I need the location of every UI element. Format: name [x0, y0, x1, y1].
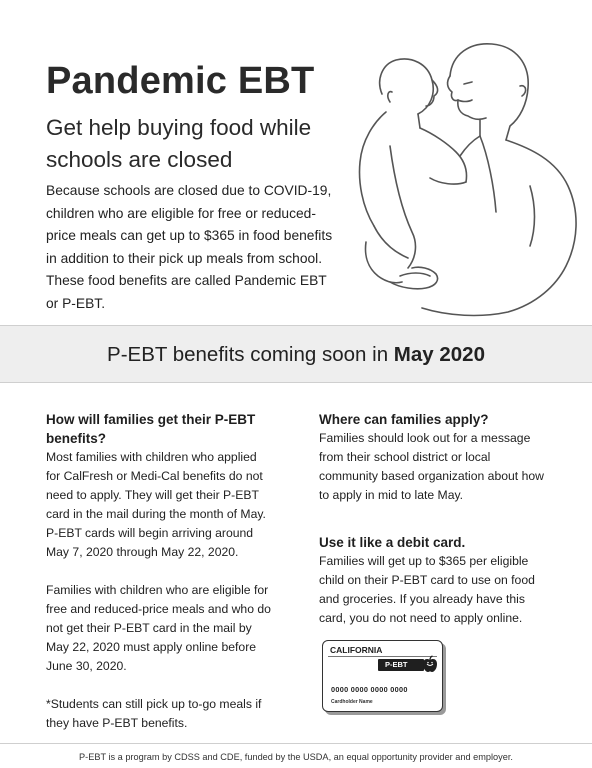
right-column: [319, 410, 544, 628]
page-subtitle: Get help buying food while schools are closed: [46, 115, 312, 172]
to-go-meals-note: *Students can still pick up to-go meals if they have P-EBT benefits.: [46, 697, 262, 730]
apply-online-paragraph: Families with children who are eligible for free and reduced-price meals and who do not get their P-EBT card in the mail by May 22, 2020 must apply online before June 30, 2020.: [46, 583, 271, 673]
banner-text-prefix: P-EBT benefits coming soon in: [107, 343, 394, 366]
debit-card-heading: Use it like a debit card.: [319, 535, 466, 550]
banner-date: May 2020: [393, 343, 485, 366]
where-to-apply-paragraph: Families should look out for a message from their school district or local community based organization about how to apply in mid to late May.: [319, 431, 544, 502]
cardholder-name: Cardholder Name: [331, 699, 373, 705]
banner-text: [0, 326, 592, 384]
page-title: Pandemic EBT: [46, 60, 315, 102]
pebt-card-image: [322, 640, 443, 712]
card-number: 0000 0000 0000 0000: [331, 685, 408, 694]
footer-text: P-EBT is a program by CDSS and CDE, funded by the USDA, an equal opportunity provider and employer.: [79, 752, 513, 762]
left-column: [46, 410, 271, 733]
intro-paragraph: Because schools are closed due to COVID-19, children who are eligible for free or reduced-price meals can get up to $365 in food benefits in addition to their pick up meals from school. These food benefits are called Pandemic EBT or P-EBT.: [46, 183, 333, 311]
footer-divider: [0, 743, 592, 744]
how-families-get-benefits-heading: How will families get their P-EBT benefits?: [46, 412, 256, 446]
card-brand-label: P-EBT: [378, 659, 424, 671]
how-families-get-benefits-paragraph: Most families with children who applied for CalFresh or Medi-Cal benefits do not need to apply. They will get their P-EBT card in the mail during the month of May. P-EBT cards will begin arriving around May 7, 2020 through May 22, 2020.: [46, 450, 266, 559]
debit-card-paragraph: Families will get up to $365 per eligible child on their P-EBT card to use on food and groceries. If you already have this card, you do not need to apply online.: [319, 554, 535, 625]
card-state-label: CALIFORNIA: [330, 645, 383, 655]
apple-icon: [422, 655, 438, 673]
card-divider: [328, 656, 437, 657]
where-to-apply-heading: Where can families apply?: [319, 412, 489, 427]
parent-holding-child-illustration: [330, 36, 592, 326]
announcement-banner: [0, 325, 592, 383]
